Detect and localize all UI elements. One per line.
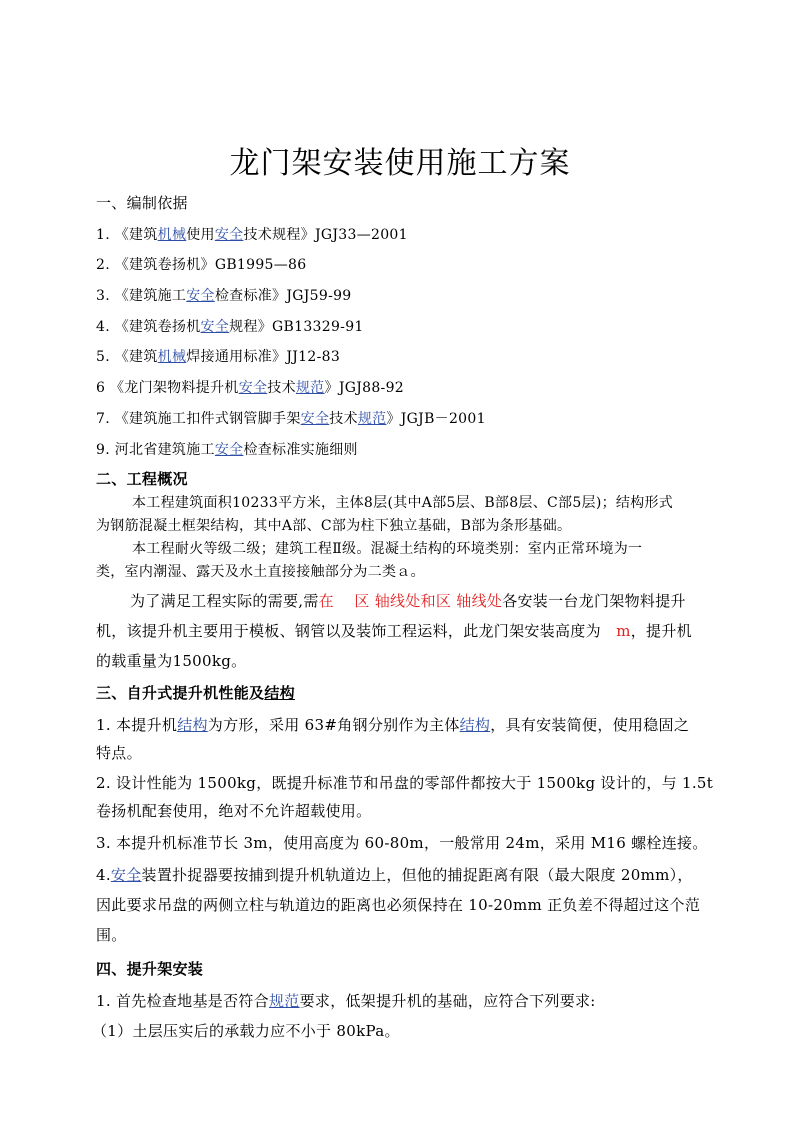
item-text: 检查标准实施细则 — [243, 442, 358, 458]
paragraph-line — [96, 620, 692, 641]
paragraph-line: 卷扬机配套使用，绝对不允许超载使用。 — [96, 802, 372, 820]
paragraph-text: 要求，低架提升机的基础，应符合下列要求: — [299, 992, 596, 1010]
item-text: 《龙门架物料提升机 — [109, 380, 239, 396]
keyword-link[interactable]: 机械 — [157, 349, 187, 365]
paragraph-line: 因此要求吊盘的两侧立柱与轨道边的距离也必须保持在 10-20mm 正负差不得超过这个范 — [96, 896, 701, 914]
list-item — [96, 377, 404, 397]
keyword-link[interactable]: 安全 — [238, 380, 268, 396]
list-item — [96, 254, 306, 274]
item-text: 《建筑施工扣件式钢管脚手架 — [114, 411, 301, 427]
paragraph-line — [96, 714, 689, 735]
item-text: 河北省建筑施工 — [114, 442, 215, 458]
paragraph-line — [130, 590, 686, 611]
item-text: 技术 — [329, 411, 358, 427]
paragraph-line: 2. 设计性能为 1500kg，既提升标准节和吊盘的零部件都按大于 1500kg 设计的，与 1.5t — [96, 774, 714, 792]
item-text: 《建筑卷扬机 — [114, 319, 201, 335]
heading-text: 结构 — [264, 684, 295, 702]
paragraph-line: 3. 本提升机标准节长 3m，使用高度为 60-80m，一般常用 24m，采用 M16 螺栓连接。 — [96, 834, 708, 852]
paragraph-line: 特点。 — [96, 744, 142, 762]
section-heading-installation: 四、提升架安装 — [96, 960, 204, 978]
keyword-link[interactable]: 规范 — [357, 411, 387, 427]
list-item — [96, 285, 352, 305]
item-number: 7. — [96, 411, 110, 427]
keyword-link[interactable]: 安全 — [186, 288, 215, 304]
item-text: 技术规程》JGJ33—2001 — [243, 227, 408, 243]
item-number: 1. — [96, 227, 110, 243]
list-item — [96, 224, 408, 244]
paragraph-text: 机，该提升机主要用于模板、钢管以及装饰工程运料，此龙门架安装高度为 — [96, 622, 617, 640]
section-heading-overview: 二、工程概况 — [96, 470, 188, 488]
paragraph-line: 围。 — [96, 926, 127, 944]
item-text: 焊接通用标准》JJ12-83 — [186, 349, 341, 365]
paragraph-line: （1）土层压实后的承载力应不小于 80kPa。 — [92, 1022, 400, 1040]
item-number: 3. — [96, 288, 110, 304]
paragraph-line: 为钢筋混凝土框架结构，其中A部、C部为柱下独立基础，B部为条形基础。 — [96, 518, 572, 534]
paragraph-line: 本工程耐火等级二级；建筑工程Ⅱ级。混凝土结构的环境类别：室内正常环境为一 — [132, 541, 643, 557]
item-text: 》JGJ88-92 — [324, 380, 404, 396]
item-text: 技术 — [267, 380, 296, 396]
keyword-link[interactable]: 结构 — [459, 716, 491, 734]
paragraph-text: 为了满足工程实际的需要,需 — [130, 592, 319, 610]
section-heading-performance — [96, 682, 295, 703]
keyword-link[interactable]: 安全 — [200, 319, 230, 335]
item-text: 《建筑 — [114, 227, 158, 243]
heading-text: 三、自升式提升机性能及 — [96, 684, 265, 702]
paragraph-line — [96, 990, 596, 1011]
item-text: 《建筑 — [114, 349, 158, 365]
paragraph-text: 1. 首先检查地基是否符合 — [96, 992, 269, 1010]
keyword-link[interactable]: 安全 — [300, 411, 330, 427]
keyword-link[interactable]: 机械 — [157, 227, 187, 243]
keyword-link[interactable]: 结构 — [177, 716, 208, 734]
item-number: 6 — [96, 380, 106, 396]
list-item — [96, 439, 358, 459]
item-number: 5. — [96, 349, 110, 365]
paragraph-line — [96, 864, 693, 885]
keyword-link[interactable]: 规范 — [268, 992, 300, 1010]
paragraph-text: ，具有安装简便，使用稳固之 — [490, 716, 690, 734]
keyword-link[interactable]: 安全 — [214, 442, 244, 458]
paragraph-text: 为方形，采用 63#角钢分别作为主体 — [207, 716, 460, 734]
paragraph-line: 的载重量为1500kg。 — [96, 652, 247, 670]
item-number: 9. — [96, 442, 110, 458]
paragraph-text: 1. 本提升机 — [96, 716, 178, 734]
item-text: 《建筑施工 — [114, 288, 187, 304]
paragraph-text: ，提升机 — [630, 622, 692, 640]
item-number: 4. — [96, 319, 110, 335]
list-item — [96, 408, 486, 428]
paragraph-text: 装置扑捉器要按捕到提升机轨道边上，但他的捕捉距离有限（最大限度 20mm）， — [141, 866, 693, 884]
keyword-link[interactable]: 安全 — [214, 227, 244, 243]
item-number: 2. — [96, 257, 110, 273]
list-item — [96, 346, 340, 366]
page-title: 龙门架安装使用施工方案 — [229, 146, 571, 181]
paragraph-text: 各安装一台龙门架物料提升 — [502, 592, 686, 610]
item-text: 检查标准》JGJ59-99 — [214, 288, 352, 304]
item-text: 规程》GB13329-91 — [229, 319, 364, 335]
placeholder-text: m — [616, 622, 631, 640]
paragraph-text: 4. — [96, 866, 111, 884]
item-text: 》JGJB－2001 — [386, 411, 486, 427]
keyword-link[interactable]: 规范 — [295, 380, 325, 396]
keyword-link[interactable]: 安全 — [110, 866, 142, 884]
list-item — [96, 316, 364, 336]
item-text: 《建筑卷扬机》GB1995—86 — [114, 257, 307, 273]
placeholder-text: 在 区 轴线处和区 轴线处 — [318, 592, 503, 610]
paragraph-line: 本工程建筑面积10233平方米，主体8层(其中A部5层、B部8层、C部5层)；结构形式 — [132, 495, 674, 511]
paragraph-line: 类，室内潮湿、露天及水土直接接触部分为二类ａ。 — [96, 564, 425, 580]
item-text: 使用 — [186, 227, 215, 243]
section-heading-basis: 一、编制依据 — [96, 194, 188, 212]
